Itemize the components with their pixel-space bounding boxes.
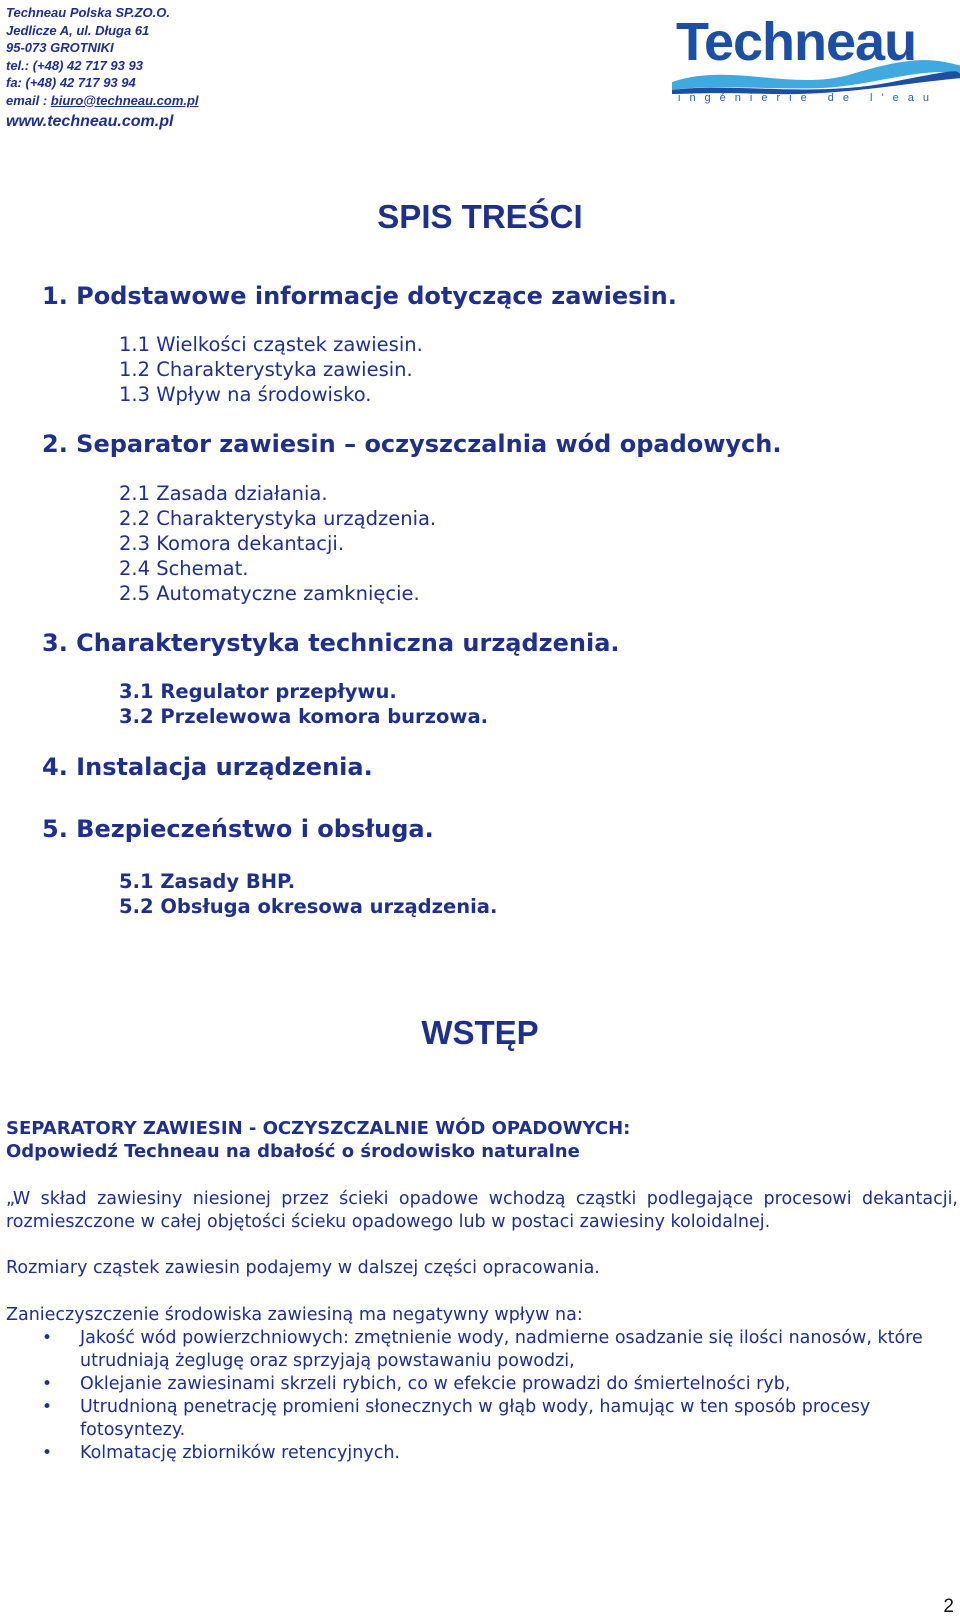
bullet-icon: • — [42, 1374, 53, 1394]
logo-wordmark: Techneau — [676, 12, 917, 72]
toc-subsection-2-4[interactable]: 2.4 Schemat. — [119, 557, 249, 580]
toc-section-4[interactable]: 4. Instalacja urządzenia. — [42, 753, 373, 781]
bullet-icon: • — [42, 1443, 53, 1463]
list-item-text: Kolmatację zbiorników retencyjnych. — [80, 1443, 400, 1463]
list-item-text: Utrudnioną penetrację promieni słonecznych w głąb wody, hamując w ten sposób procesy fotosyntezy. — [80, 1397, 871, 1440]
bullet-icon: • — [42, 1328, 53, 1348]
company-fax: fa: (+48) 42 717 93 94 — [6, 75, 136, 90]
toc-subsection-5-1[interactable]: 5.1 Zasady BHP. — [119, 870, 296, 893]
list-item — [6, 1373, 958, 1396]
list-item — [6, 1327, 958, 1373]
company-contact-block — [6, 4, 199, 135]
intro-lead-line1: SEPARATORY ZAWIESIN - OCZYSZCZALNIE WÓD OPADOWYCH: — [6, 1118, 631, 1139]
impact-list — [6, 1327, 958, 1465]
toc-subsection-1-2[interactable]: 1.2 Charakterystyka zawiesin. — [119, 358, 413, 381]
website-link[interactable]: www.techneau.com.pl — [6, 113, 174, 130]
toc-subsection-2-3[interactable]: 2.3 Komora dekantacji. — [119, 532, 345, 555]
intro-title: WSTĘP — [421, 1014, 539, 1051]
logo-tagline: ingénierie de l'eau — [678, 92, 938, 104]
intro-lead — [6, 1117, 630, 1163]
page-number: 2 — [943, 1596, 954, 1617]
toc-subsection-3-2[interactable]: 3.2 Przelewowa komora burzowa. — [119, 705, 489, 728]
toc-section-3[interactable]: 3. Charakterystyka techniczna urządzenia. — [42, 629, 620, 657]
company-address-line2: 95-073 GROTNIKI — [6, 40, 114, 55]
toc-subsection-5-2[interactable]: 5.2 Obsługa okresowa urządzenia. — [119, 895, 498, 918]
toc-subsection-1-1[interactable]: 1.1 Wielkości cząstek zawiesin. — [119, 333, 423, 356]
intro-paragraph-1: „W skład zawiesiny niesionej przez ścieki opadowe wchodzą cząstki podlegające procesowi dekantacji, rozmieszczone w całej objętości ścieku opadowego lub w postaci zawiesiny koloidalnej. — [6, 1189, 958, 1232]
toc-subsection-2-5[interactable]: 2.5 Automatyczne zamknięcie. — [119, 582, 420, 605]
company-address-line1: Jedlicze A, ul. Długa 61 — [6, 22, 150, 38]
techneau-logo — [672, 4, 960, 112]
list-item-text: Jakość wód powierzchniowych: zmętnienie wody, nadmierne osadzanie się ilości nanosów, które utrudniają żeglugę oraz sprzyjają powstawaniu powodzi, — [80, 1328, 923, 1371]
intro-paragraph-2: Rozmiary cząstek zawiesin podajemy w dalszej części opracowania. — [6, 1258, 600, 1278]
toc-section-1[interactable]: 1. Podstawowe informacje dotyczące zawiesin. — [42, 282, 677, 310]
toc-subsection-2-1[interactable]: 2.1 Zasada działania. — [119, 482, 328, 505]
toc-title: SPIS TREŚCI — [377, 198, 583, 235]
intro-paragraph-3: Zanieczyszczenie środowiska zawiesiną ma negatywny wpływ na: — [6, 1305, 583, 1325]
email-label: email : — [6, 92, 51, 108]
logo-wave-icon — [672, 52, 960, 96]
list-item — [6, 1396, 958, 1442]
intro-lead-line2: Odpowiedź Techneau na dbałość o środowisko naturalne — [6, 1141, 580, 1162]
toc-section-2[interactable]: 2. Separator zawiesin – oczyszczalnia wód opadowych. — [42, 430, 782, 458]
toc-subsection-3-1[interactable]: 3.1 Regulator przepływu. — [119, 680, 397, 703]
toc-section-5[interactable]: 5. Bezpieczeństwo i obsługa. — [42, 815, 434, 843]
list-item-text: Oklejanie zawiesinami skrzeli rybich, co w efekcie prowadzi do śmiertelności ryb, — [80, 1374, 791, 1394]
company-phone: tel.: (+48) 42 717 93 93 — [6, 57, 143, 73]
toc-subsection-1-3[interactable]: 1.3 Wpływ na środowisko. — [119, 383, 372, 406]
bullet-icon: • — [42, 1397, 53, 1417]
company-name: Techneau Polska SP.ZO.O. — [6, 5, 171, 20]
email-link[interactable]: biuro@techneau.com.pl — [50, 92, 199, 108]
company-email-row — [6, 92, 199, 110]
list-item — [6, 1442, 958, 1465]
toc-subsection-2-2[interactable]: 2.2 Charakterystyka urządzenia. — [119, 507, 437, 530]
